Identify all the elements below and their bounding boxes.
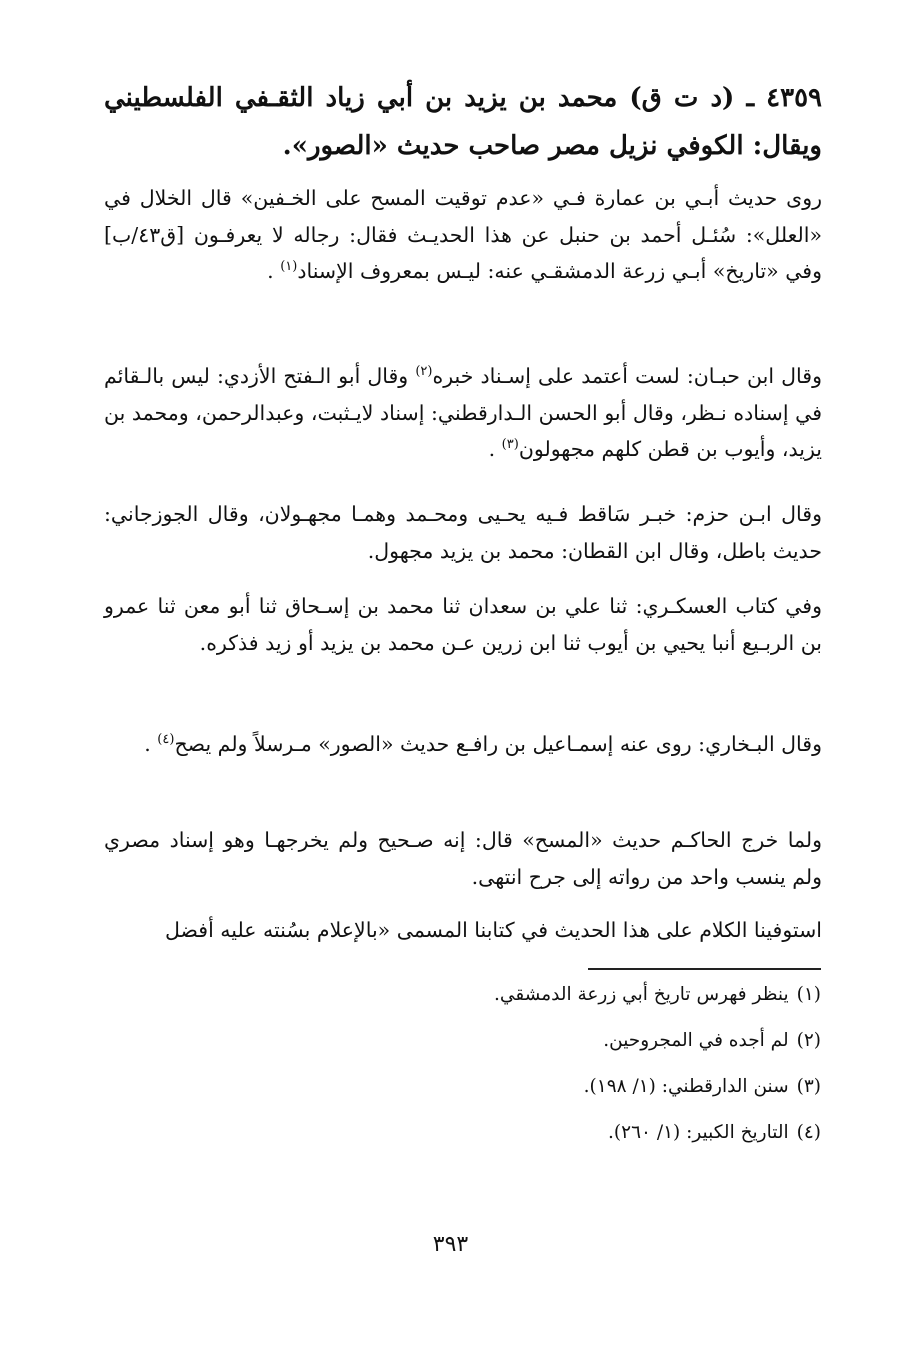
footnote-text: ينظر فهرس تاريخ أبي زرعة الدمشقي. bbox=[494, 984, 789, 1005]
paragraph-5 bbox=[104, 726, 822, 763]
footnote-text: لم أجده في المجروحين. bbox=[603, 1030, 789, 1051]
paragraph-tail: . bbox=[267, 259, 281, 283]
paragraph-tail: . bbox=[144, 732, 158, 756]
paragraph-text: وقال ابـن حزم: خبـر سَاقط فـيه يحـيى ومحـمد وهمـا مجهـولان، وقال الجوزجاني: حديث باطل، وقال ابن القطان: محمد بن يزيد مجهول. bbox=[104, 502, 822, 563]
paragraph-text: ولما خرج الحاكـم حديث «المسح» قال: إنه صـحيح ولم يخرجهـا وهو إسناد مصري ولم ينسب واحد من رواته إلى جرح انتهى. bbox=[104, 828, 822, 889]
paragraph-text: وقال ابن حبـان: لست أعتمد على إسـناد خبره bbox=[432, 364, 822, 388]
paragraph-3 bbox=[104, 496, 822, 569]
paragraph-7 bbox=[104, 912, 822, 949]
page-number: ٣٩٣ bbox=[432, 1232, 469, 1257]
footnote-reference: (١) bbox=[280, 259, 298, 275]
paragraph-4 bbox=[104, 588, 822, 661]
footnote-text: التاريخ الكبير: (١/ ٢٦٠). bbox=[608, 1122, 789, 1143]
paragraph-2 bbox=[104, 358, 822, 468]
footnotes bbox=[300, 984, 821, 1168]
footnote-marker: (٣) bbox=[796, 1076, 821, 1097]
footnote-marker: (٢) bbox=[796, 1030, 821, 1051]
footnote-item bbox=[300, 1076, 821, 1098]
paragraph-text: وقال أبو الـفتح الأزدي: ليس بالـقائم في إسناده نـظر، وقال أبو الحسن الـدارقطني: إسناد لايـثبت، وعبدالرحمن، ومحمد بن يزيد، وأيوب بن قطن كلهم مجهولون bbox=[104, 364, 822, 461]
paragraph-6 bbox=[104, 822, 822, 895]
footnote-reference: (٢) bbox=[415, 364, 433, 380]
entry-heading: ٤٣٥٩ ـ (د ت ق) محمد بن يزيد بن أبي زياد الثقـفي الفلسطيني ويقال: الكوفي نزيل مصر صاحب حديث «الصور». bbox=[104, 83, 822, 161]
paragraph-text: استوفينا الكلام على هذا الحديث في كتابنا المسمى «بالإعلام بسُنته عليه أفضل bbox=[164, 918, 822, 942]
paragraph-text: وفي كتاب العسكـري: ثنا علي بن سعدان ثنا محمد بن إسـحاق ثنا أبو معن ثنا عمرو بن الربـيع أنبا يحيي بن أيوب ثنا ابن زرين عـن محمد بن يزيد أو زيد فذكره. bbox=[104, 594, 822, 655]
footnote-marker: (١) bbox=[796, 984, 821, 1005]
paragraph-1 bbox=[104, 180, 822, 290]
footnote-separator bbox=[588, 968, 821, 970]
footnote-text: سنن الدارقطني: (١/ ١٩٨). bbox=[583, 1076, 789, 1097]
paragraph-tail: . bbox=[488, 437, 502, 461]
footnote-reference: (٤) bbox=[157, 732, 175, 748]
footnote-item bbox=[300, 1030, 821, 1052]
footnote-marker: (٤) bbox=[796, 1122, 821, 1143]
footnote-reference: (٣) bbox=[501, 437, 519, 453]
footnote-item bbox=[300, 1122, 821, 1144]
footnote-item bbox=[300, 984, 821, 1006]
paragraph-text: وقال البـخاري: روى عنه إسمـاعيل بن رافـع حديث «الصور» مـرسلاً ولم يصح bbox=[174, 732, 822, 756]
paragraph-text: روى حديث أبـي بن عمارة فـي «عدم توقيت المسح على الخـفين» قال الخلال في «العلل»: سُئـل أحمد بن حنبل عن هذا الحديـث فقال: رجاله لا يعرفـون [ق٤٣/ب] وفي «تاريخ» أبـي زرعة الدمشقـي عنه: ليـس بمعروف الإسناد bbox=[104, 186, 822, 283]
